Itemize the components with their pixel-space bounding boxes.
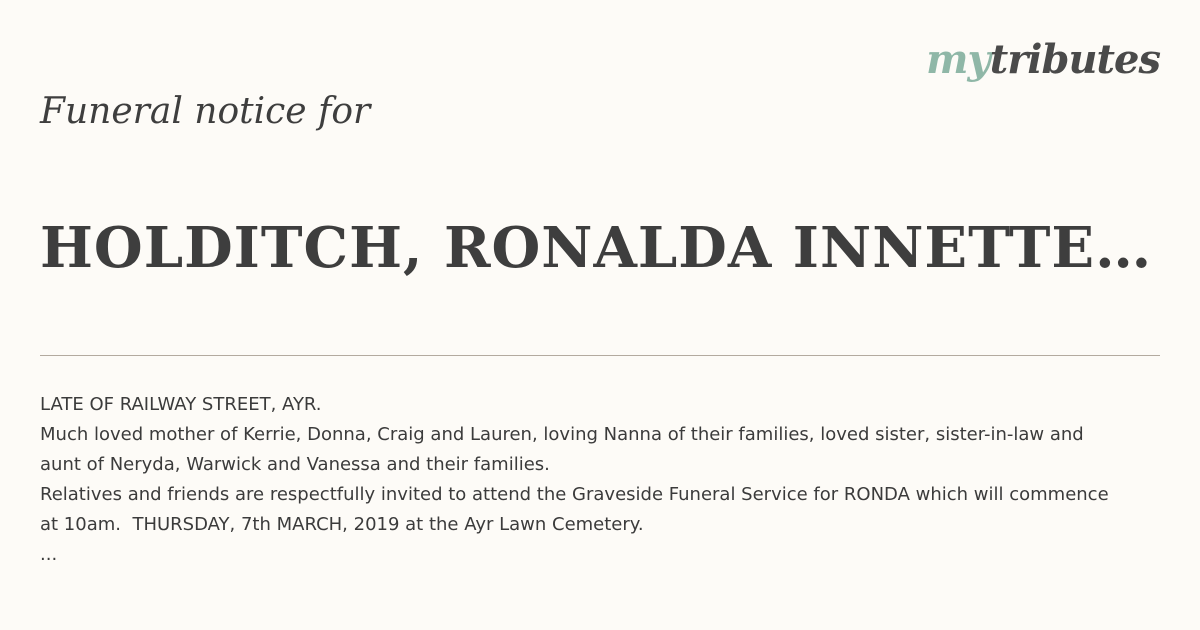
notice-line-residence: LATE OF RAILWAY STREET, AYR. [40,394,322,415]
deceased-name: HOLDITCH, RONALDA INNETTE… [40,215,1153,281]
logo-tributes: tributes [989,36,1160,83]
mytributes-logo [926,36,1160,84]
notice-ellipsis: ... [40,544,58,565]
notice-line-family: Much loved mother of Kerrie, Donna, Craig and Lauren, loving Nanna of their families, loved sister, sister-in-law and aunt of Neryda, Warwick and Vanessa and their families. [40,424,1090,475]
notice-body [40,390,1120,570]
divider [40,355,1160,356]
logo-my: my [926,36,990,83]
notice-line-service: Relatives and friends are respectfully invited to attend the Graveside Funeral Service for RONDA which will commence at 10am. THURSDAY, 7th MARCH, 2019 at the Ayr Lawn Cemetery. [40,484,1115,535]
notice-heading: Funeral notice for [40,91,371,132]
